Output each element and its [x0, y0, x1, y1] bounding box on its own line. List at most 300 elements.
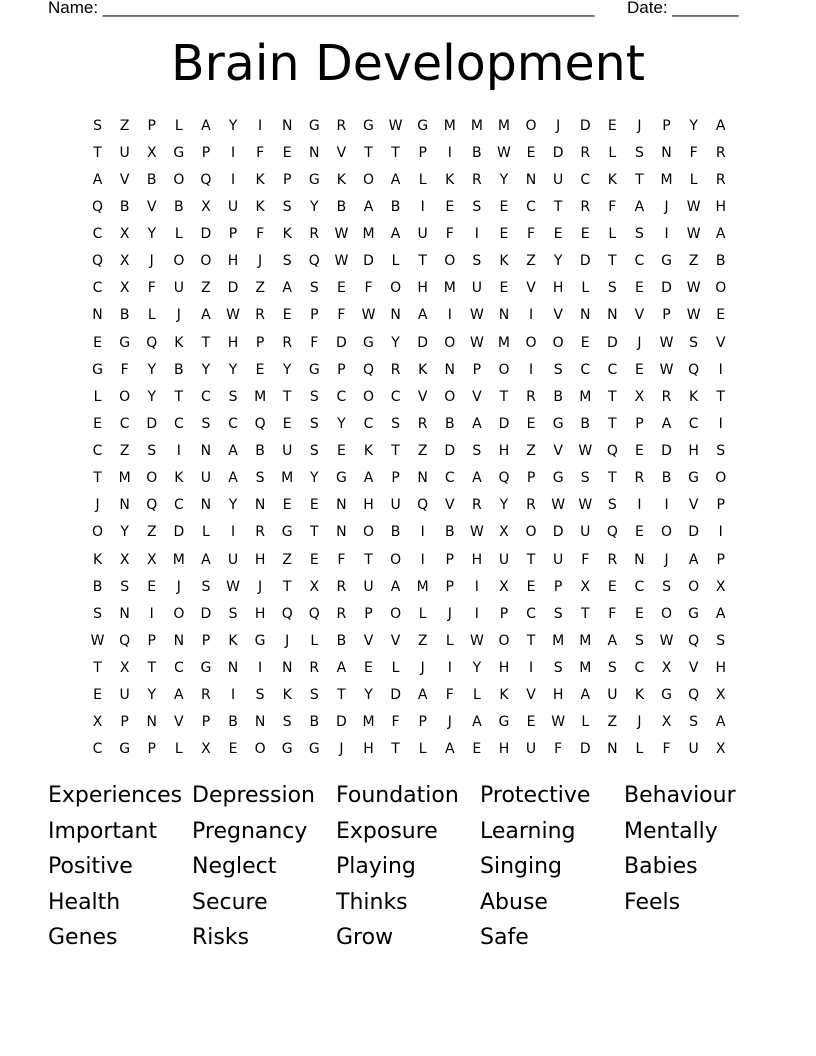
grid-letter[interactable]: U [471, 280, 482, 297]
grid-letter[interactable]: K [499, 687, 509, 704]
grid-letter[interactable]: D [661, 280, 672, 297]
grid-letter[interactable]: U [525, 741, 537, 758]
grid-letter[interactable]: Q [146, 334, 158, 351]
grid-letter[interactable]: D [579, 741, 591, 758]
grid-letter[interactable]: M [416, 578, 429, 595]
grid-letter[interactable]: F [608, 605, 617, 622]
grid-letter[interactable]: G [308, 361, 320, 378]
grid-letter[interactable]: W [578, 443, 593, 460]
grid-letter[interactable]: A [634, 198, 645, 215]
grid-letter[interactable]: J [447, 605, 452, 622]
grid-letter[interactable]: S [282, 253, 292, 270]
grid-letter[interactable]: D [200, 605, 212, 622]
grid-letter[interactable]: W [551, 714, 566, 731]
grid-letter[interactable]: P [499, 605, 509, 622]
grid-letter[interactable]: X [119, 280, 130, 297]
grid-letter[interactable]: X [499, 578, 509, 595]
grid-letter[interactable]: W [659, 334, 674, 351]
grid-letter[interactable]: O [715, 470, 727, 487]
grid-letter[interactable]: H [254, 605, 266, 622]
grid-letter[interactable]: U [282, 443, 293, 460]
grid-letter[interactable]: F [147, 280, 156, 297]
grid-letter[interactable]: V [526, 687, 536, 704]
grid-letter[interactable]: Q [146, 497, 158, 514]
grid-letter[interactable]: I [474, 605, 479, 622]
grid-letter[interactable]: U [417, 226, 428, 243]
grid-letter[interactable]: K [363, 443, 374, 460]
grid-letter[interactable]: O [200, 253, 212, 270]
grid-letter[interactable]: P [472, 361, 482, 378]
grid-letter[interactable]: C [92, 280, 103, 297]
grid-letter[interactable]: Q [254, 415, 266, 432]
grid-letter[interactable]: P [364, 605, 373, 622]
grid-letter[interactable]: F [364, 280, 373, 297]
grid-letter[interactable]: N [281, 660, 293, 677]
grid-letter[interactable]: J [149, 253, 154, 270]
grid-letter[interactable]: I [230, 171, 236, 188]
grid-letter[interactable]: L [581, 280, 590, 297]
grid-letter[interactable]: U [227, 198, 239, 215]
grid-letter[interactable]: O [362, 524, 374, 541]
grid-letter[interactable]: D [552, 144, 564, 161]
grid-letter[interactable]: P [716, 497, 725, 514]
grid-letter[interactable]: L [445, 632, 454, 649]
grid-letter[interactable]: Y [364, 687, 373, 704]
grid-letter[interactable]: B [119, 198, 130, 215]
grid-letter[interactable]: T [526, 632, 536, 649]
grid-letter[interactable]: C [526, 605, 536, 622]
grid-letter[interactable]: U [607, 687, 618, 704]
grid-letter[interactable]: O [715, 280, 727, 297]
grid-letter[interactable]: P [147, 117, 156, 134]
grid-letter[interactable]: R [471, 497, 482, 514]
grid-letter[interactable]: S [607, 280, 617, 297]
grid-letter[interactable]: H [227, 253, 239, 270]
grid-letter[interactable]: M [254, 388, 267, 405]
grid-letter[interactable]: U [390, 497, 401, 514]
grid-letter[interactable]: A [228, 470, 238, 487]
grid-letter[interactable]: X [146, 551, 157, 568]
grid-letter[interactable]: G [417, 117, 429, 134]
grid-letter[interactable]: L [93, 388, 102, 405]
grid-letter[interactable]: K [228, 632, 238, 649]
grid-letter[interactable]: Q [417, 497, 429, 514]
grid-letter[interactable]: L [635, 741, 644, 758]
grid-letter[interactable]: I [447, 660, 452, 677]
grid-letter[interactable]: W [686, 198, 701, 215]
grid-letter[interactable]: Y [147, 687, 157, 704]
grid-letter[interactable]: M [443, 117, 456, 134]
grid-letter[interactable]: V [634, 307, 645, 324]
grid-letter[interactable]: D [552, 524, 564, 541]
grid-letter[interactable]: F [337, 551, 346, 568]
grid-letter[interactable]: X [580, 578, 591, 595]
grid-letter[interactable]: X [715, 578, 726, 595]
grid-letter[interactable]: A [417, 687, 428, 704]
grid-letter[interactable]: A [472, 470, 482, 487]
grid-letter[interactable]: A [390, 171, 401, 188]
grid-letter[interactable]: K [418, 361, 428, 378]
grid-letter[interactable]: H [552, 687, 564, 704]
grid-letter[interactable]: G [661, 687, 672, 704]
grid-letter[interactable]: G [308, 117, 320, 134]
grid-letter[interactable]: A [715, 714, 726, 731]
grid-letter[interactable]: S [228, 605, 238, 622]
name-field-label[interactable]: Name: ____________________________________________________ [48, 0, 595, 17]
grid-letter[interactable]: P [228, 226, 238, 243]
grid-letter[interactable]: G [363, 117, 374, 134]
grid-letter[interactable]: U [200, 470, 212, 487]
grid-letter[interactable]: S [634, 144, 644, 161]
grid-letter[interactable]: Q [688, 632, 700, 649]
grid-letter[interactable]: G [335, 470, 347, 487]
grid-letter[interactable]: C [688, 415, 699, 432]
grid-letter[interactable]: S [689, 334, 699, 351]
grid-letter[interactable]: F [256, 144, 265, 161]
grid-letter[interactable]: W [686, 280, 701, 297]
grid-letter[interactable]: C [92, 741, 103, 758]
grid-letter[interactable]: P [635, 415, 644, 432]
grid-letter[interactable]: P [201, 714, 211, 731]
grid-letter[interactable]: S [716, 632, 726, 649]
grid-letter[interactable]: Z [282, 551, 292, 568]
grid-letter[interactable]: G [200, 660, 212, 677]
grid-letter[interactable]: Y [147, 361, 157, 378]
grid-letter[interactable]: V [553, 307, 563, 324]
grid-letter[interactable]: F [689, 144, 698, 161]
grid-letter[interactable]: N [498, 307, 510, 324]
grid-letter[interactable]: M [497, 334, 510, 351]
grid-letter[interactable]: L [391, 253, 400, 270]
grid-letter[interactable]: I [420, 551, 425, 568]
grid-letter[interactable]: E [499, 198, 509, 215]
grid-letter[interactable]: G [281, 741, 293, 758]
grid-letter[interactable]: T [608, 253, 617, 270]
grid-letter[interactable]: U [363, 578, 374, 595]
grid-letter[interactable]: E [526, 144, 536, 161]
grid-letter[interactable]: Z [201, 280, 211, 297]
grid-letter[interactable]: O [362, 388, 374, 405]
grid-letter[interactable]: B [715, 253, 726, 270]
grid-letter[interactable]: P [201, 632, 211, 649]
grid-letter[interactable]: I [230, 687, 236, 704]
grid-letter[interactable]: W [469, 307, 484, 324]
grid-letter[interactable]: Z [526, 253, 536, 270]
grid-letter[interactable]: N [146, 714, 157, 731]
grid-letter[interactable]: O [525, 117, 537, 134]
grid-letter[interactable]: S [553, 605, 563, 622]
grid-letter[interactable]: Z [526, 443, 536, 460]
grid-letter[interactable]: W [551, 497, 566, 514]
grid-letter[interactable]: Q [498, 470, 510, 487]
grid-letter[interactable]: N [417, 470, 428, 487]
grid-letter[interactable]: B [174, 198, 184, 215]
grid-letter[interactable]: A [390, 578, 401, 595]
grid-letter[interactable]: Q [308, 253, 320, 270]
grid-letter[interactable]: C [607, 361, 618, 378]
grid-letter[interactable]: B [174, 361, 184, 378]
grid-letter[interactable]: T [608, 388, 617, 405]
grid-letter[interactable]: P [391, 470, 400, 487]
grid-letter[interactable]: X [201, 741, 211, 758]
grid-letter[interactable]: R [580, 198, 591, 215]
grid-letter[interactable]: O [525, 524, 537, 541]
grid-letter[interactable]: T [391, 144, 400, 161]
grid-letter[interactable]: O [362, 171, 374, 188]
grid-letter[interactable]: Q [92, 198, 104, 215]
grid-letter[interactable]: Y [472, 660, 482, 677]
grid-letter[interactable]: D [173, 524, 185, 541]
grid-letter[interactable]: F [554, 741, 563, 758]
grid-letter[interactable]: F [581, 551, 590, 568]
grid-letter[interactable]: B [390, 198, 401, 215]
grid-letter[interactable]: W [469, 524, 484, 541]
grid-letter[interactable]: J [258, 253, 263, 270]
grid-letter[interactable]: P [553, 578, 563, 595]
grid-letter[interactable]: S [309, 280, 319, 297]
grid-letter[interactable]: H [471, 551, 483, 568]
grid-letter[interactable]: I [176, 443, 181, 460]
grid-letter[interactable]: S [472, 198, 482, 215]
grid-letter[interactable]: I [664, 226, 669, 243]
grid-letter[interactable]: Y [499, 497, 509, 514]
grid-letter[interactable]: A [472, 415, 482, 432]
grid-letter[interactable]: C [580, 361, 591, 378]
grid-letter[interactable]: V [119, 171, 130, 188]
grid-letter[interactable]: C [119, 415, 130, 432]
grid-letter[interactable]: L [418, 605, 427, 622]
grid-letter[interactable]: M [579, 388, 592, 405]
grid-letter[interactable]: E [282, 307, 292, 324]
grid-letter[interactable]: S [147, 443, 157, 460]
grid-letter[interactable]: E [336, 280, 346, 297]
grid-letter[interactable]: V [688, 660, 699, 677]
grid-letter[interactable]: U [119, 687, 130, 704]
grid-letter[interactable]: P [147, 741, 156, 758]
grid-letter[interactable]: C [92, 443, 103, 460]
grid-letter[interactable]: W [659, 632, 674, 649]
grid-letter[interactable]: X [119, 226, 130, 243]
grid-letter[interactable]: U [580, 524, 591, 541]
grid-letter[interactable]: N [390, 307, 401, 324]
grid-letter[interactable]: C [228, 415, 238, 432]
grid-letter[interactable]: M [443, 280, 456, 297]
grid-letter[interactable]: N [92, 307, 103, 324]
grid-letter[interactable]: E [580, 226, 590, 243]
grid-letter[interactable]: R [471, 171, 482, 188]
grid-letter[interactable]: A [228, 443, 238, 460]
grid-letter[interactable]: P [445, 578, 454, 595]
grid-letter[interactable]: D [579, 117, 591, 134]
grid-letter[interactable]: K [336, 171, 346, 188]
grid-letter[interactable]: N [309, 144, 320, 161]
grid-letter[interactable]: E [526, 714, 536, 731]
grid-letter[interactable]: U [498, 551, 510, 568]
grid-letter[interactable]: T [282, 388, 292, 405]
grid-letter[interactable]: D [336, 334, 347, 351]
grid-letter[interactable]: J [285, 632, 290, 649]
grid-letter[interactable]: A [472, 714, 482, 731]
grid-letter[interactable]: S [228, 388, 238, 405]
grid-letter[interactable]: T [391, 443, 400, 460]
grid-letter[interactable]: Y [228, 361, 238, 378]
grid-letter[interactable]: U [688, 741, 699, 758]
grid-letter[interactable]: E [364, 660, 373, 677]
grid-letter[interactable]: V [146, 198, 157, 215]
grid-letter[interactable]: D [579, 253, 591, 270]
grid-letter[interactable]: B [146, 171, 157, 188]
grid-letter[interactable]: G [688, 470, 700, 487]
grid-letter[interactable]: I [718, 415, 723, 432]
grid-letter[interactable]: H [417, 280, 428, 297]
grid-letter[interactable]: L [310, 632, 319, 649]
grid-letter[interactable]: N [336, 524, 347, 541]
grid-letter[interactable]: F [120, 361, 129, 378]
grid-letter[interactable]: X [92, 714, 103, 731]
grid-letter[interactable]: X [499, 524, 509, 541]
grid-letter[interactable]: B [336, 632, 347, 649]
grid-letter[interactable]: B [92, 578, 103, 595]
grid-letter[interactable]: T [635, 171, 644, 188]
grid-letter[interactable]: A [607, 632, 618, 649]
grid-letter[interactable]: N [119, 497, 130, 514]
grid-letter[interactable]: G [173, 144, 185, 161]
grid-letter[interactable]: O [254, 741, 266, 758]
grid-letter[interactable]: T [364, 144, 373, 161]
grid-letter[interactable]: L [608, 226, 617, 243]
grid-letter[interactable]: N [119, 605, 130, 622]
grid-letter[interactable]: S [282, 198, 292, 215]
grid-letter[interactable]: T [93, 470, 102, 487]
grid-letter[interactable]: O [390, 280, 402, 297]
grid-letter[interactable]: J [420, 660, 425, 677]
grid-letter[interactable]: Y [201, 361, 211, 378]
grid-letter[interactable]: W [361, 307, 376, 324]
grid-letter[interactable]: I [420, 198, 425, 215]
grid-letter[interactable]: S [634, 632, 644, 649]
grid-letter[interactable]: Y [391, 334, 400, 351]
grid-letter[interactable]: S [309, 443, 319, 460]
grid-letter[interactable]: K [174, 470, 184, 487]
grid-letter[interactable]: O [498, 632, 510, 649]
grid-letter[interactable]: D [606, 334, 618, 351]
grid-letter[interactable]: R [580, 144, 591, 161]
grid-letter[interactable]: B [255, 443, 265, 460]
grid-letter[interactable]: Y [499, 171, 509, 188]
grid-letter[interactable]: F [337, 307, 346, 324]
grid-letter[interactable]: U [119, 144, 130, 161]
grid-letter[interactable]: J [637, 117, 642, 134]
grid-letter[interactable]: O [661, 605, 673, 622]
grid-letter[interactable]: L [147, 307, 156, 324]
grid-letter[interactable]: A [715, 605, 726, 622]
grid-letter[interactable]: J [95, 497, 100, 514]
grid-letter[interactable]: R [715, 171, 726, 188]
grid-letter[interactable]: V [553, 443, 563, 460]
grid-letter[interactable]: E [634, 361, 644, 378]
grid-letter[interactable]: L [202, 524, 210, 541]
grid-letter[interactable]: C [363, 415, 374, 432]
grid-letter[interactable]: P [120, 714, 129, 731]
grid-letter[interactable]: D [444, 443, 456, 460]
grid-letter[interactable]: Y [689, 117, 698, 134]
grid-letter[interactable]: N [227, 660, 239, 677]
grid-letter[interactable]: E [580, 334, 590, 351]
grid-letter[interactable]: G [281, 524, 293, 541]
grid-letter[interactable]: N [336, 497, 347, 514]
grid-letter[interactable]: T [93, 660, 102, 677]
grid-letter[interactable]: H [227, 334, 239, 351]
grid-letter[interactable]: R [526, 388, 536, 405]
grid-letter[interactable]: L [174, 226, 183, 243]
grid-letter[interactable]: T [716, 388, 725, 405]
grid-letter[interactable]: V [472, 388, 482, 405]
grid-letter[interactable]: P [662, 307, 671, 324]
grid-letter[interactable]: R [607, 551, 618, 568]
grid-letter[interactable]: U [553, 171, 564, 188]
grid-letter[interactable]: N [200, 443, 212, 460]
grid-letter[interactable]: A [417, 307, 428, 324]
grid-letter[interactable]: R [282, 334, 293, 351]
grid-letter[interactable]: Y [310, 470, 319, 487]
grid-letter[interactable]: E [607, 117, 617, 134]
grid-letter[interactable]: S [634, 226, 644, 243]
grid-letter[interactable]: E [282, 415, 292, 432]
grid-letter[interactable]: F [256, 226, 265, 243]
grid-letter[interactable]: M [579, 660, 592, 677]
grid-letter[interactable]: D [146, 415, 158, 432]
grid-letter[interactable]: E [255, 361, 265, 378]
grid-letter[interactable]: N [173, 632, 185, 649]
grid-letter[interactable]: A [580, 687, 591, 704]
grid-letter[interactable]: B [472, 144, 482, 161]
grid-letter[interactable]: S [391, 415, 401, 432]
grid-letter[interactable]: E [445, 198, 455, 215]
grid-letter[interactable]: K [607, 171, 617, 188]
grid-letter[interactable]: Y [228, 497, 238, 514]
grid-letter[interactable]: O [390, 551, 402, 568]
grid-letter[interactable]: A [715, 117, 726, 134]
grid-letter[interactable]: S [309, 388, 319, 405]
grid-letter[interactable]: E [526, 578, 536, 595]
grid-letter[interactable]: R [634, 470, 645, 487]
grid-letter[interactable]: N [254, 714, 266, 731]
grid-letter[interactable]: L [174, 117, 183, 134]
grid-letter[interactable]: E [336, 443, 346, 460]
grid-letter[interactable]: I [718, 524, 723, 541]
grid-letter[interactable]: G [552, 470, 564, 487]
grid-letter[interactable]: K [282, 687, 292, 704]
grid-letter[interactable]: R [255, 307, 265, 324]
grid-letter[interactable]: O [688, 578, 700, 595]
grid-letter[interactable]: C [92, 226, 103, 243]
grid-letter[interactable]: D [661, 443, 672, 460]
grid-letter[interactable]: G [92, 361, 103, 378]
grid-letter[interactable]: W [686, 307, 701, 324]
grid-letter[interactable]: E [634, 443, 644, 460]
grid-letter[interactable]: H [552, 280, 564, 297]
grid-letter[interactable]: L [608, 144, 617, 161]
grid-letter[interactable]: C [173, 415, 184, 432]
grid-letter[interactable]: P [282, 171, 292, 188]
grid-letter[interactable]: H [498, 660, 510, 677]
grid-letter[interactable]: Y [120, 524, 129, 541]
grid-letter[interactable]: M [552, 632, 565, 649]
grid-letter[interactable]: N [444, 361, 455, 378]
grid-letter[interactable]: T [418, 253, 427, 270]
grid-letter[interactable]: Z [417, 632, 428, 649]
grid-letter[interactable]: V [336, 144, 347, 161]
